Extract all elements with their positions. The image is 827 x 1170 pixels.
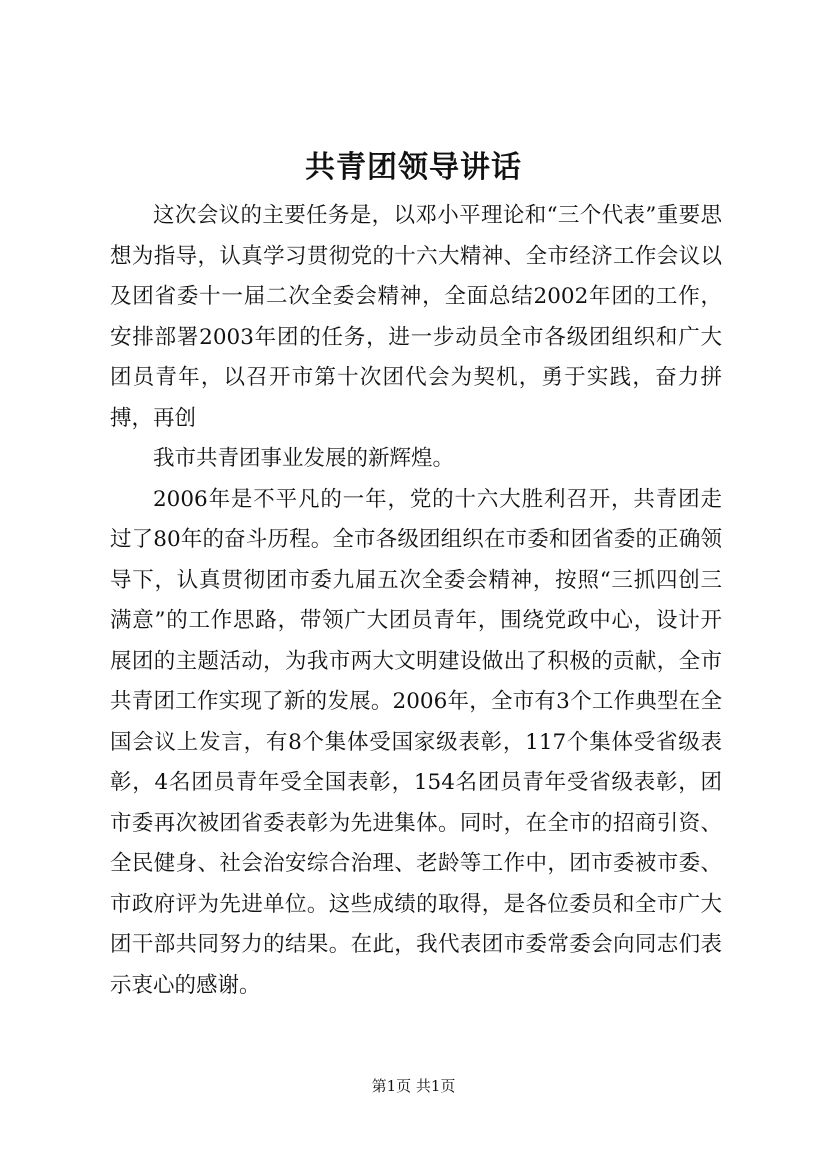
document-body — [110, 196, 722, 1006]
page-footer: 第1页 共1页 — [371, 1077, 456, 1095]
paragraph-1: 这次会议的主要任务是，以邓小平理论和“三个代表”重要思想为指导，认真学习贯彻党的十六大精神、全市经济工作会议以及团省委十一届二次全委会精神，全面总结2002年团的工作，安排部署2003年团的任务，进一步动员全市各级团组织和广大团员青年，以召开市第十次团代会为契机，勇于实践，奋力拼搏，再创 — [110, 203, 722, 431]
document-title: 共青团领导讲话 — [305, 150, 522, 185]
paragraph-3: 2006年是不平凡的一年，党的十六大胜利召开，共青团走过了80年的奋斗历程。全市各级团组织在市委和团省委的正确领导下，认真贯彻团市委九届五次全委会精神，按照“三抓四创三满意”的工作思路，带领广大团员青年，围绕党政中心，设计开展团的主题活动，为我市两大文明建设做出了积极的贡献，全市共青团工作实现了新的发展。2006年，全市有3个工作典型在全国会议上发言，有8个集体受国家级表彰，117个集体受省级表彰，4名团员青年受全国表彰，154名团员青年受省级表彰，团市委再次被团省委表彰为先进集体。同时，在全市的招商引资、全民健身、社会治安综合治理、老龄等工作中，团市委被市委、市政府评为先进单位。这些成绩的取得，是各位委员和全市广大团干部共同努力的结果。在此，我代表团市委常委会向同志们表示衷心的感谢。 — [110, 486, 722, 998]
paragraph-2: 我市共青团事业发展的新辉煌。 — [153, 446, 455, 471]
